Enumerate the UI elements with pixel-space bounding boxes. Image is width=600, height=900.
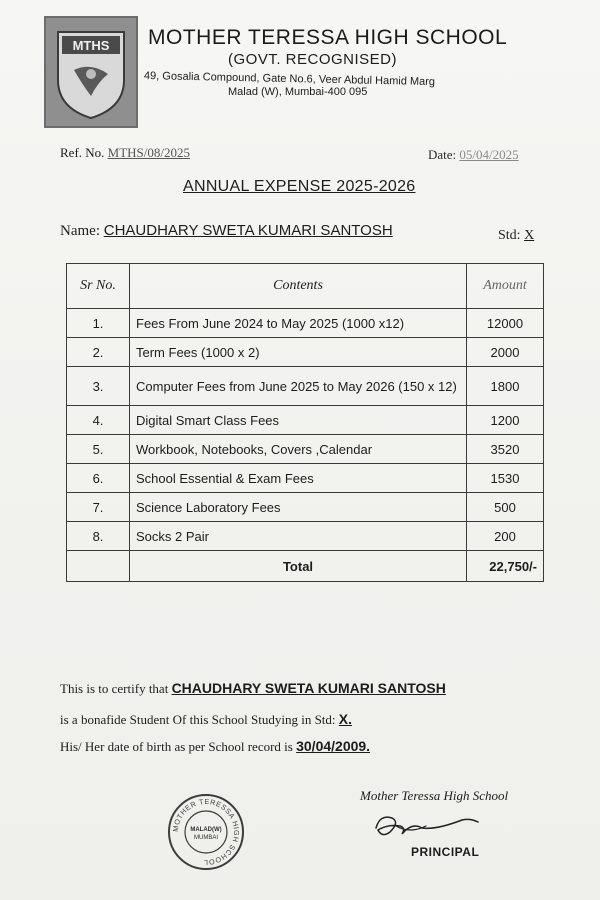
- total-empty-cell: [67, 551, 130, 582]
- ref-label: Ref. No.: [60, 145, 105, 160]
- row-content: Term Fees (1000 x 2): [130, 338, 467, 367]
- row-sr: 1.: [67, 309, 130, 338]
- document-title: ANNUAL EXPENSE 2025-2026: [183, 178, 416, 195]
- cert-dob: 30/04/2009.: [296, 738, 371, 754]
- expense-table: [66, 263, 544, 582]
- row-content: Workbook, Notebooks, Covers ,Calendar: [130, 435, 467, 464]
- row-sr: 5.: [67, 435, 130, 464]
- row-amount: 200: [467, 522, 544, 551]
- row-amount: 3520: [467, 435, 544, 464]
- date-value: 05/04/2025: [459, 147, 519, 162]
- student-std-line: [498, 228, 534, 244]
- table-row: [67, 435, 544, 464]
- table-row: [67, 309, 544, 338]
- address-line-1: 49, Gosalia Compound, Gate No.6, Veer Abdul Hamid Marg: [143, 70, 436, 89]
- row-amount: 1800: [467, 367, 544, 406]
- logo-text: MTHS: [72, 38, 110, 53]
- table-row: [67, 406, 544, 435]
- student-name: CHAUDHARY SWETA KUMARI SANTOSH: [103, 222, 393, 239]
- row-content: Digital Smart Class Fees: [130, 406, 467, 435]
- cert-line1-prefix: This is to certify that: [60, 681, 169, 696]
- stamp-center-line-1: MALAD(W): [190, 827, 222, 833]
- table-row: [67, 464, 544, 493]
- cert-line2-prefix: is a bonafide Student Of this School Studying in Std:: [60, 712, 336, 727]
- principal-signature: [366, 804, 486, 844]
- row-sr: 7.: [67, 493, 130, 522]
- address-line-2: Malad (W), Mumbai-400 095: [228, 86, 368, 98]
- row-amount: 500: [467, 493, 544, 522]
- row-amount: 12000: [467, 309, 544, 338]
- principal-label: PRINCIPAL: [411, 845, 480, 859]
- student-name-line: [60, 222, 393, 240]
- table-row: [67, 367, 544, 406]
- stamp-center-line-2: MUMBAI: [194, 835, 218, 841]
- round-seal-icon: [166, 792, 246, 872]
- school-stamp: [166, 792, 246, 872]
- std-label: Std:: [498, 228, 521, 243]
- shield-emblem-icon: [46, 18, 136, 126]
- row-content: Computer Fees from June 2025 to May 2026 (150 x 12): [130, 367, 467, 406]
- row-sr: 3.: [67, 367, 130, 406]
- school-logo: [44, 16, 138, 128]
- row-amount: 1530: [467, 464, 544, 493]
- row-content: Science Laboratory Fees: [130, 493, 467, 522]
- date-label: Date:: [428, 147, 457, 162]
- table-row: [67, 522, 544, 551]
- name-label: Name:: [60, 223, 100, 239]
- cert-std: X.: [338, 711, 353, 727]
- total-label: Total: [130, 551, 467, 582]
- stamp-ring-text: MOTHER TERESSA HIGH SCHOOL: [170, 796, 242, 868]
- row-amount: 1200: [467, 406, 544, 435]
- table-row: [67, 338, 544, 367]
- row-sr: 8.: [67, 522, 130, 551]
- row-content: Fees From June 2024 to May 2025 (1000 x12): [130, 309, 467, 338]
- row-sr: 6.: [67, 464, 130, 493]
- col-sr-no: Sr No.: [67, 264, 130, 309]
- total-value: 22,750/-: [467, 551, 544, 582]
- row-content: Socks 2 Pair: [130, 522, 467, 551]
- school-recognition: (GOVT. RECOGNISED): [228, 51, 398, 68]
- row-sr: 2.: [67, 338, 130, 367]
- certificate-line-1: [60, 680, 446, 697]
- certificate-line-3: [60, 738, 370, 755]
- row-content: School Essential & Exam Fees: [130, 464, 467, 493]
- table-total-row: [67, 551, 544, 582]
- certificate-line-2: [60, 711, 352, 728]
- row-sr: 4.: [67, 406, 130, 435]
- cert-student-name: CHAUDHARY SWETA KUMARI SANTOSH: [171, 680, 446, 696]
- col-contents: Contents: [130, 264, 467, 309]
- date: [428, 147, 519, 163]
- col-amount: Amount: [467, 264, 544, 309]
- handwritten-signature-icon: [366, 804, 486, 844]
- cert-line3-prefix: His/ Her date of birth as per School record is: [60, 739, 293, 754]
- ref-number: [60, 145, 190, 161]
- school-name: MOTHER TERESSA HIGH SCHOOL: [148, 26, 508, 49]
- ref-value: MTHS/08/2025: [107, 145, 191, 160]
- table-header-row: [67, 264, 544, 309]
- table-row: [67, 493, 544, 522]
- row-amount: 2000: [467, 338, 544, 367]
- signatory-school: Mother Teressa High School: [360, 788, 509, 803]
- student-std: X: [524, 228, 535, 243]
